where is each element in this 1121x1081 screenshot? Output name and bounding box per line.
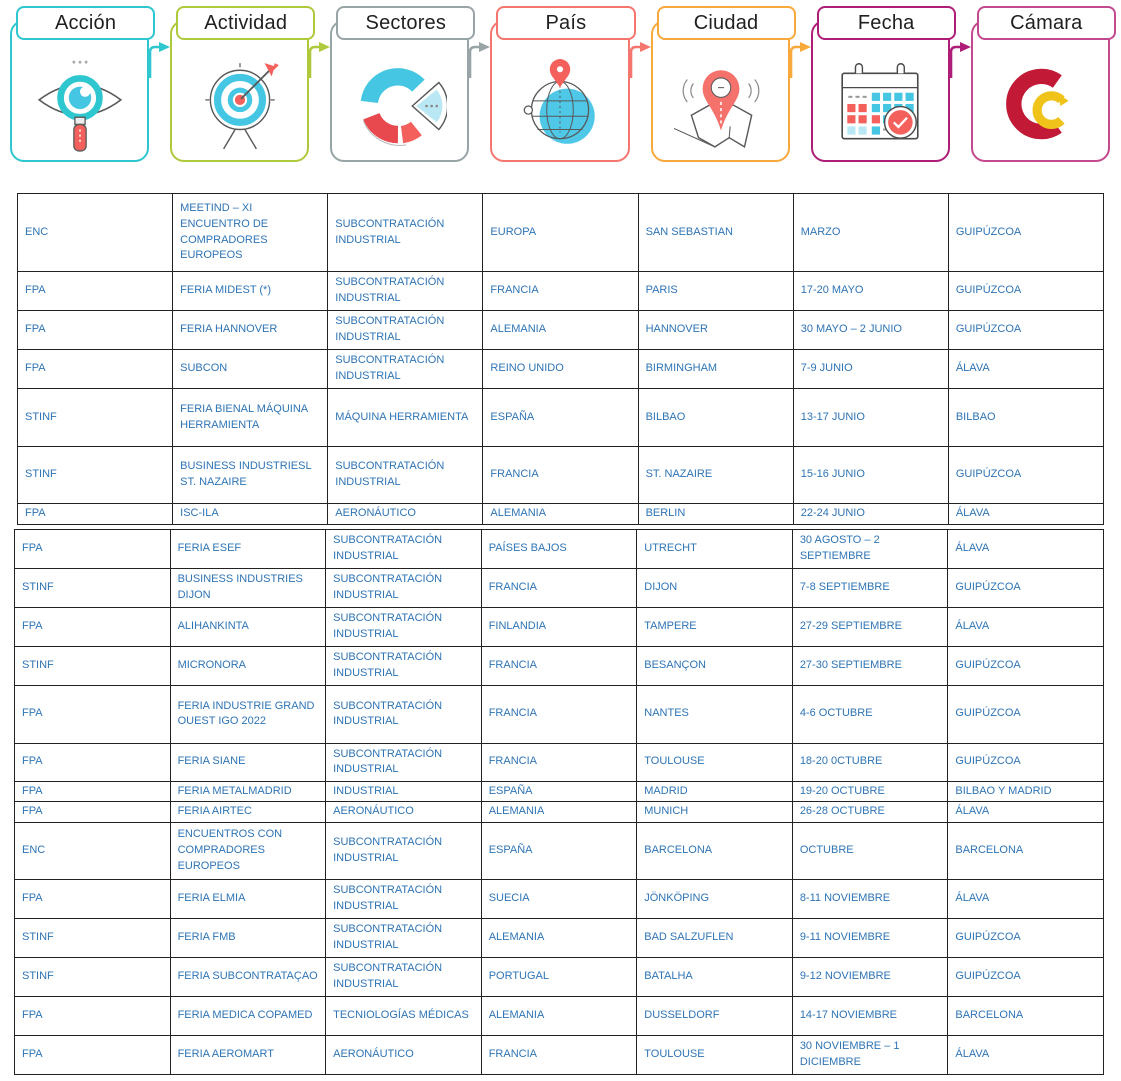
cell-actividad: FERIA ELMIA: [170, 879, 326, 918]
cell-pais: PAÍSES BAJOS: [481, 529, 637, 568]
cell-sector: SUBCONTRATACIÓN INDUSTRIAL: [328, 311, 483, 350]
cell-ciudad: BILBAO: [638, 389, 793, 447]
cell-sector: AERONÁUTICO: [326, 1035, 482, 1074]
cell-ciudad: UTRECHT: [637, 529, 793, 568]
event-row: [15, 879, 1104, 918]
cell-pais: FRANCIA: [481, 1035, 637, 1074]
cell-ciudad: DUSSELDORF: [637, 996, 793, 1035]
flow-arrow-icon: [946, 42, 972, 80]
donut-chart-icon: [320, 44, 480, 166]
cell-camara: BARCELONA: [948, 822, 1104, 879]
cell-actividad: FERIA BIENAL MÁQUINA HERRAMIENTA: [173, 389, 328, 447]
cell-camara: GUIPÚZCOA: [948, 447, 1103, 504]
cell-pais: FINLANDIA: [481, 607, 637, 646]
cell-ciudad: TOULOUSE: [637, 1035, 793, 1074]
cell-sector: SUBCONTRATACIÓN INDUSTRIAL: [326, 743, 482, 781]
globe-pin-icon: [480, 44, 640, 166]
cell-accion: ENC: [15, 822, 171, 879]
cell-fecha: 17-20 MAYO: [793, 272, 948, 311]
cell-sector: AERONÁUTICO: [326, 802, 482, 823]
cell-sector: SUBCONTRATACIÓN INDUSTRIAL: [328, 194, 483, 272]
step-label-accion: Acción: [16, 6, 155, 40]
cell-ciudad: JÖNKÖPING: [637, 879, 793, 918]
cell-fecha: 9-12 NOVIEMBRE: [792, 957, 948, 996]
event-row: [18, 350, 1104, 389]
event-row: [18, 311, 1104, 350]
cell-pais: FRANCIA: [481, 743, 637, 781]
cell-accion: FPA: [15, 781, 171, 802]
cell-actividad: SUBCON: [173, 350, 328, 389]
cell-ciudad: HANNOVER: [638, 311, 793, 350]
cell-pais: ALEMANIA: [481, 918, 637, 957]
cell-camara: ÁLAVA: [948, 879, 1104, 918]
event-row: [15, 957, 1104, 996]
cell-pais: ESPAÑA: [481, 781, 637, 802]
process-flow: [0, 0, 1121, 170]
cell-sector: SUBCONTRATACIÓN INDUSTRIAL: [326, 607, 482, 646]
cell-actividad: FERIA FMB: [170, 918, 326, 957]
cell-fecha: 18-20 0CTUBRE: [792, 743, 948, 781]
events-table-2: [14, 529, 1104, 1075]
cell-accion: FPA: [15, 607, 171, 646]
cell-pais: FRANCIA: [481, 685, 637, 743]
cell-accion: FPA: [15, 1035, 171, 1074]
flow-step-pais: [480, 0, 640, 170]
cell-pais: ESPAÑA: [483, 389, 638, 447]
cell-fecha: MARZO: [793, 194, 948, 272]
cell-ciudad: BAD SALZUFLEN: [637, 918, 793, 957]
cell-actividad: ENCUENTROS CON COMPRADORES EUROPEOS: [170, 822, 326, 879]
cell-ciudad: MADRID: [637, 781, 793, 802]
cell-pais: EUROPA: [483, 194, 638, 272]
cell-sector: SUBCONTRATACIÓN INDUSTRIAL: [326, 918, 482, 957]
cell-pais: FRANCIA: [481, 568, 637, 607]
cell-sector: SUBCONTRATACIÓN INDUSTRIAL: [326, 822, 482, 879]
step-label-fecha: Fecha: [817, 6, 956, 40]
cell-ciudad: BARCELONA: [637, 822, 793, 879]
flow-arrow-icon: [145, 42, 171, 80]
cell-camara: ÁLAVA: [948, 504, 1103, 525]
cell-ciudad: BATALHA: [637, 957, 793, 996]
event-row: [15, 996, 1104, 1035]
cell-fecha: 15-16 JUNIO: [793, 447, 948, 504]
cell-accion: STINF: [15, 918, 171, 957]
flow-step-sectores: [320, 0, 480, 170]
cell-pais: ESPAÑA: [481, 822, 637, 879]
cell-camara: ÁLAVA: [948, 529, 1104, 568]
flow-step-ciudad: [641, 0, 801, 170]
cell-accion: FPA: [15, 996, 171, 1035]
cell-actividad: MEETIND – XI ENCUENTRO DE COMPRADORES EUROPEOS: [173, 194, 328, 272]
cell-accion: ENC: [18, 194, 173, 272]
cell-ciudad: TOULOUSE: [637, 743, 793, 781]
event-row: [15, 743, 1104, 781]
cell-accion: STINF: [18, 389, 173, 447]
cell-accion: STINF: [15, 568, 171, 607]
cell-actividad: FERIA AIRTEC: [170, 802, 326, 823]
cell-fecha: 27-30 SEPTIEMBRE: [792, 646, 948, 685]
step-label-actividad: Actividad: [176, 6, 315, 40]
flow-step-accion: [0, 0, 160, 170]
cell-actividad: ALIHANKINTA: [170, 607, 326, 646]
cell-sector: SUBCONTRATACIÓN INDUSTRIAL: [326, 879, 482, 918]
camara-logo-icon: [961, 44, 1121, 166]
cell-fecha: 30 NOVIEMBRE – 1 DICIEMBRE: [792, 1035, 948, 1074]
cell-accion: FPA: [18, 311, 173, 350]
cell-accion: FPA: [15, 802, 171, 823]
cell-sector: SUBCONTRATACIÓN INDUSTRIAL: [326, 685, 482, 743]
step-label-sectores: Sectores: [336, 6, 475, 40]
event-row: [15, 1035, 1104, 1074]
cell-actividad: MICRONORA: [170, 646, 326, 685]
cell-accion: FPA: [18, 350, 173, 389]
cell-pais: SUECIA: [481, 879, 637, 918]
cell-fecha: 30 MAYO – 2 JUNIO: [793, 311, 948, 350]
cell-ciudad: BESANÇON: [637, 646, 793, 685]
cell-fecha: 8-11 NOVIEMBRE: [792, 879, 948, 918]
flow-arrow-icon: [626, 42, 652, 80]
cell-sector: SUBCONTRATACIÓN INDUSTRIAL: [328, 447, 483, 504]
cell-pais: FRANCIA: [483, 272, 638, 311]
cell-pais: ALEMANIA: [483, 504, 638, 525]
cell-camara: GUIPÚZCOA: [948, 646, 1104, 685]
map-pin-icon: [641, 44, 801, 166]
cell-fecha: 22-24 JUNIO: [793, 504, 948, 525]
cell-pais: FRANCIA: [481, 646, 637, 685]
cell-camara: ÁLAVA: [948, 607, 1104, 646]
cell-fecha: 13-17 JUNIO: [793, 389, 948, 447]
cell-camara: GUIPÚZCOA: [948, 194, 1103, 272]
cell-actividad: FERIA MIDEST (*): [173, 272, 328, 311]
cell-accion: STINF: [15, 646, 171, 685]
step-label-camara: Cámara: [977, 6, 1116, 40]
calendar-check-icon: [801, 44, 961, 166]
cell-camara: GUIPÚZCOA: [948, 743, 1104, 781]
cell-camara: ÁLAVA: [948, 1035, 1104, 1074]
flow-step-actividad: [160, 0, 320, 170]
event-row: [15, 802, 1104, 823]
event-row: [15, 918, 1104, 957]
cell-sector: SUBCONTRATACIÓN INDUSTRIAL: [326, 568, 482, 607]
event-row: [18, 272, 1104, 311]
cell-sector: SUBCONTRATACIÓN INDUSTRIAL: [328, 350, 483, 389]
cell-ciudad: DIJON: [637, 568, 793, 607]
cell-accion: FPA: [15, 685, 171, 743]
cell-ciudad: TAMPERE: [637, 607, 793, 646]
cell-pais: ALEMANIA: [483, 311, 638, 350]
cell-actividad: FERIA SUBCONTRATAÇAO: [170, 957, 326, 996]
cell-sector: SUBCONTRATACIÓN INDUSTRIAL: [326, 529, 482, 568]
flow-step-camara: [961, 0, 1121, 170]
cell-fecha: 30 AGOSTO – 2 SEPTIEMBRE: [792, 529, 948, 568]
cell-accion: FPA: [18, 272, 173, 311]
cell-actividad: FERIA ESEF: [170, 529, 326, 568]
cell-accion: FPA: [15, 529, 171, 568]
cell-fecha: 19-20 OCTUBRE: [792, 781, 948, 802]
cell-fecha: OCTUBRE: [792, 822, 948, 879]
cell-actividad: FERIA MEDICA COPAMED: [170, 996, 326, 1035]
cell-pais: REINO UNIDO: [483, 350, 638, 389]
cell-fecha: 14-17 NOVIEMBRE: [792, 996, 948, 1035]
cell-fecha: 27-29 SEPTIEMBRE: [792, 607, 948, 646]
cell-actividad: FERIA INDUSTRIE GRAND OUEST IGO 2022: [170, 685, 326, 743]
event-row: [18, 389, 1104, 447]
cell-fecha: 9-11 NOVIEMBRE: [792, 918, 948, 957]
event-row: [15, 529, 1104, 568]
cell-actividad: BUSINESS INDUSTRIESL ST. NAZAIRE: [173, 447, 328, 504]
event-row: [15, 822, 1104, 879]
cell-camara: GUIPÚZCOA: [948, 918, 1104, 957]
flow-arrow-icon: [786, 42, 812, 80]
cell-sector: SUBCONTRATACIÓN INDUSTRIAL: [326, 646, 482, 685]
cell-accion: STINF: [15, 957, 171, 996]
cell-sector: AERONÁUTICO: [328, 504, 483, 525]
cell-camara: BILBAO Y MADRID: [948, 781, 1104, 802]
cell-camara: GUIPÚZCOA: [948, 957, 1104, 996]
event-row: [15, 646, 1104, 685]
event-row: [15, 568, 1104, 607]
cell-fecha: 7-9 JUNIO: [793, 350, 948, 389]
cell-pais: ALEMANIA: [481, 996, 637, 1035]
cell-camara: GUIPÚZCOA: [948, 272, 1103, 311]
cell-ciudad: BIRMINGHAM: [638, 350, 793, 389]
cell-sector: SUBCONTRATACIÓN INDUSTRIAL: [328, 272, 483, 311]
flow-arrow-icon: [465, 42, 491, 80]
cell-sector: TECNIOLOGÍAS MÉDICAS: [326, 996, 482, 1035]
cell-fecha: 7-8 SEPTIEMBRE: [792, 568, 948, 607]
cell-camara: GUIPÚZCOA: [948, 568, 1104, 607]
cell-pais: PORTUGAL: [481, 957, 637, 996]
cell-ciudad: ST. NAZAIRE: [638, 447, 793, 504]
cell-actividad: FERIA SIANE: [170, 743, 326, 781]
event-row: [18, 504, 1104, 525]
eye-magnifier-icon: [0, 44, 160, 166]
event-row: [15, 781, 1104, 802]
cell-camara: BARCELONA: [948, 996, 1104, 1035]
cell-camara: GUIPÚZCOA: [948, 685, 1104, 743]
cell-sector: INDUSTRIAL: [326, 781, 482, 802]
cell-pais: ALEMANIA: [481, 802, 637, 823]
flow-step-fecha: [801, 0, 961, 170]
cell-sector: SUBCONTRATACIÓN INDUSTRIAL: [326, 957, 482, 996]
event-row: [15, 607, 1104, 646]
cell-ciudad: BERLIN: [638, 504, 793, 525]
cell-camara: BILBAO: [948, 389, 1103, 447]
cell-accion: STINF: [18, 447, 173, 504]
cell-actividad: FERIA AEROMART: [170, 1035, 326, 1074]
cell-actividad: BUSINESS INDUSTRIES DIJON: [170, 568, 326, 607]
cell-ciudad: PARIS: [638, 272, 793, 311]
cell-ciudad: SAN SEBASTIAN: [638, 194, 793, 272]
cell-camara: ÁLAVA: [948, 802, 1104, 823]
cell-actividad: FERIA HANNOVER: [173, 311, 328, 350]
cell-accion: FPA: [15, 879, 171, 918]
cell-fecha: 4-6 OCTUBRE: [792, 685, 948, 743]
cell-pais: FRANCIA: [483, 447, 638, 504]
event-row: [18, 194, 1104, 272]
event-row: [18, 447, 1104, 504]
cell-camara: GUIPÚZCOA: [948, 311, 1103, 350]
step-label-ciudad: Ciudad: [657, 6, 796, 40]
flow-arrow-icon: [305, 42, 331, 80]
step-label-pais: País: [496, 6, 635, 40]
cell-actividad: FERIA METALMADRID: [170, 781, 326, 802]
cell-fecha: 26-28 OCTUBRE: [792, 802, 948, 823]
events-table-1: [17, 193, 1104, 525]
event-row: [15, 685, 1104, 743]
cell-sector: MÁQUINA HERRAMIENTA: [328, 389, 483, 447]
target-arrow-icon: [160, 44, 320, 166]
cell-actividad: ISC-ILA: [173, 504, 328, 525]
cell-accion: FPA: [18, 504, 173, 525]
cell-camara: ÁLAVA: [948, 350, 1103, 389]
cell-ciudad: MUNICH: [637, 802, 793, 823]
cell-ciudad: NANTES: [637, 685, 793, 743]
cell-accion: FPA: [15, 743, 171, 781]
